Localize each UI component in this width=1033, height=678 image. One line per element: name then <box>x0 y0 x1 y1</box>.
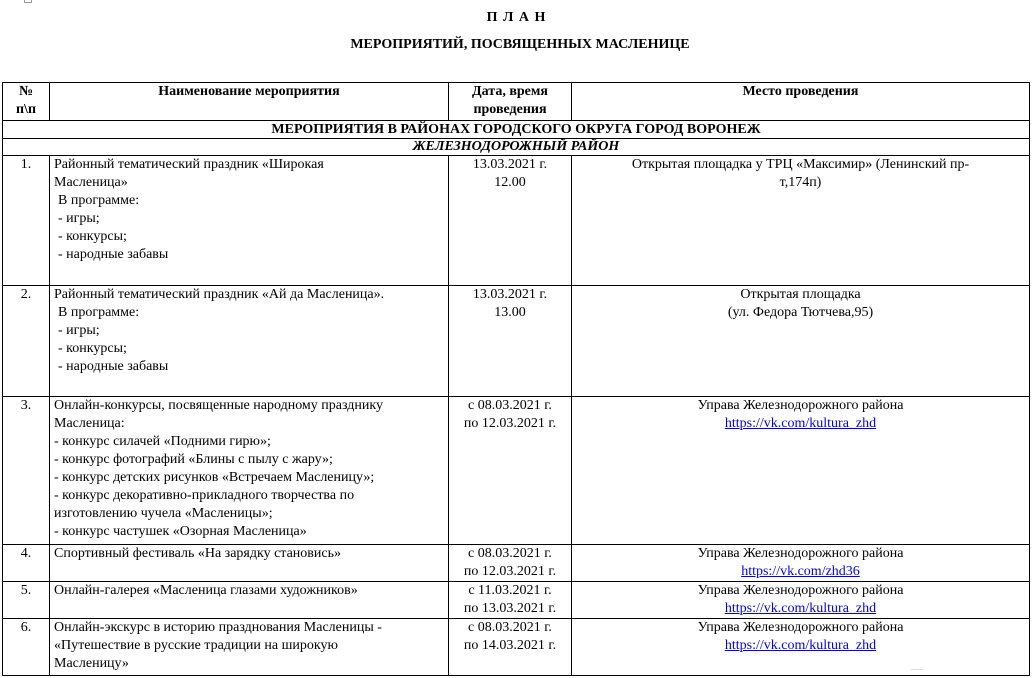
event-name-line: В программе: <box>58 305 140 320</box>
header-place: Место проведения <box>572 83 1030 121</box>
event-date-line: по 14.03.2021 г. <box>463 638 557 653</box>
event-date-line: с 08.03.2021 г. <box>468 546 552 561</box>
event-place-line: Управа Железнодорожного района <box>697 583 904 598</box>
event-date <box>449 397 572 545</box>
event-name-line: - конкурс детских рисунков «Встречаем Масленицу»; <box>54 470 375 485</box>
event-name-line: Масленицу» <box>54 656 129 671</box>
table-row <box>3 545 1030 582</box>
event-date <box>449 545 572 582</box>
event-name <box>50 582 449 619</box>
event-date-line: по 12.03.2021 г. <box>463 564 557 579</box>
row-number: 4. <box>3 545 50 582</box>
event-name-line: - игры; <box>58 323 100 338</box>
event-date-line: с 11.03.2021 г. <box>468 583 552 598</box>
row-number: 3. <box>3 397 50 545</box>
event-name-line: - конкурсы; <box>58 229 127 244</box>
header-name: Наименование мероприятия <box>50 83 449 121</box>
event-date <box>449 619 572 676</box>
event-name-line: Онлайн-галерея «Масленица глазами художников» <box>54 583 358 598</box>
event-date <box>449 156 572 286</box>
event-place <box>572 582 1030 619</box>
plan-title: П Л А Н <box>486 10 547 25</box>
table-header-row <box>3 83 1030 121</box>
event-name <box>50 619 449 676</box>
event-place <box>572 619 1030 676</box>
event-place-line: (ул. Федора Тютчева,95) <box>727 305 874 320</box>
event-place-line: Открытая площадка <box>740 287 861 302</box>
event-name-line: Онлайн-экскурс в историю празднования Масленицы - <box>54 620 382 635</box>
event-date-line: 13.00 <box>494 305 526 320</box>
header-num: № п\п <box>3 83 50 121</box>
event-date-line: 12.00 <box>494 175 526 190</box>
event-name-line: - конкурсы; <box>58 341 127 356</box>
row-number: 5. <box>3 582 50 619</box>
event-name <box>50 286 449 397</box>
event-date-line: 13.03.2021 г. <box>472 157 548 172</box>
header-date: Дата, время проведения <box>449 83 572 121</box>
event-name-line: - игры; <box>58 211 100 226</box>
events-body <box>3 156 1030 676</box>
district-title: ЖЕЛЕЗНОДОРОЖНЫЙ РАЙОН <box>3 139 1030 156</box>
event-place-line: т,174п) <box>779 175 822 190</box>
section-row <box>3 121 1030 139</box>
table-row <box>3 619 1030 676</box>
event-name-line: Онлайн-конкурсы, посвященные народному празднику <box>54 398 383 413</box>
event-name-line: Районный тематический праздник «Широкая <box>54 157 324 172</box>
event-date-line: с 08.03.2021 г. <box>468 620 552 635</box>
event-place <box>572 397 1030 545</box>
event-date <box>449 286 572 397</box>
event-name-line: Спортивный фестиваль «На зарядку становись» <box>54 546 341 561</box>
events-table <box>2 82 1030 676</box>
table-row <box>3 286 1030 397</box>
event-name-line: - конкурс силачей «Подними гирю»; <box>54 434 271 449</box>
event-date <box>449 582 572 619</box>
event-name-line: Масленица» <box>54 175 128 190</box>
event-date-line: по 12.03.2021 г. <box>463 416 557 431</box>
page-corner-mark <box>24 0 32 3</box>
event-name <box>50 545 449 582</box>
district-row <box>3 139 1030 156</box>
plan-subtitle: МЕРОПРИЯТИЙ, ПОСВЯЩЕННЫХ МАСЛЕНИЦЕ <box>350 37 690 52</box>
event-place-line: Открытая площадка у ТРЦ «Максимир» (Ленинский пр- <box>631 157 970 172</box>
event-place <box>572 286 1030 397</box>
event-name-line: - конкурс фотографий «Блины с пылу с жару»; <box>54 452 333 467</box>
event-place-line: Управа Железнодорожного района <box>697 546 904 561</box>
event-name-line: Масленица: <box>54 416 125 431</box>
event-date-line: 13.03.2021 г. <box>472 287 548 302</box>
event-place-line: Управа Железнодорожного района <box>697 398 904 413</box>
event-name-line: - конкурс декоративно-прикладного творчества по <box>54 488 355 503</box>
event-name <box>50 397 449 545</box>
event-place <box>572 156 1030 286</box>
event-date-line: по 13.03.2021 г. <box>463 601 557 616</box>
event-link[interactable]: https://vk.com/kultura_zhd <box>724 416 877 431</box>
event-link[interactable]: https://vk.com/kultura_zhd <box>724 601 877 616</box>
event-name-line: «Путешествие в русские традиции на широкую <box>54 638 338 653</box>
faint-mark <box>911 663 923 670</box>
event-name-line: - народные забавы <box>58 359 169 374</box>
table-row <box>3 582 1030 619</box>
event-link[interactable]: https://vk.com/zhd36 <box>741 564 860 579</box>
row-number: 2. <box>3 286 50 397</box>
event-name-line: В программе: <box>58 193 140 208</box>
event-place-line: Управа Железнодорожного района <box>697 620 904 635</box>
table-row <box>3 156 1030 286</box>
event-name-line: изготовлению чучела «Масленицы»; <box>54 506 273 521</box>
event-date-line: с 08.03.2021 г. <box>468 398 552 413</box>
event-place <box>572 545 1030 582</box>
row-number: 1. <box>3 156 50 286</box>
section-title: МЕРОПРИЯТИЯ В РАЙОНАХ ГОРОДСКОГО ОКРУГА ГОРОД ВОРОНЕЖ <box>3 121 1030 139</box>
table-row <box>3 397 1030 545</box>
row-number: 6. <box>3 619 50 676</box>
event-name <box>50 156 449 286</box>
event-name-line: - народные забавы <box>58 247 169 262</box>
event-name-line: - конкурс частушек «Озорная Масленица» <box>54 524 307 539</box>
event-link[interactable]: https://vk.com/kultura_zhd <box>724 638 877 653</box>
event-name-line: Районный тематический праздник «Ай да Масленица». <box>54 287 385 302</box>
